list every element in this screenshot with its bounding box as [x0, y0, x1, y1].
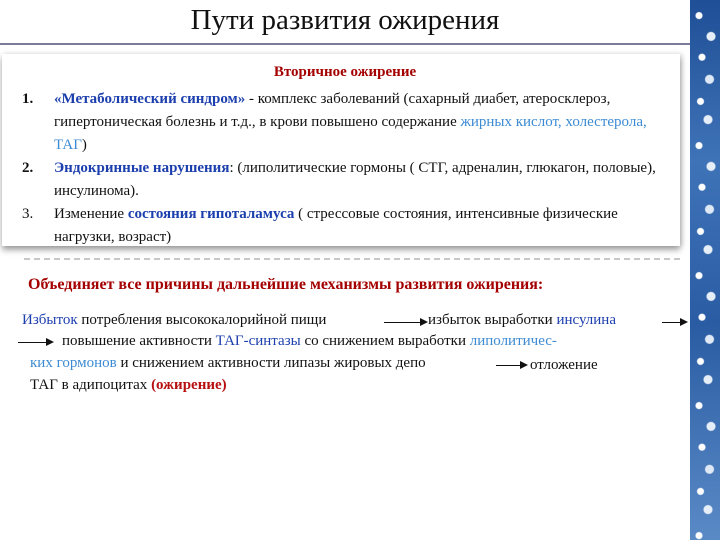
mechanism-line-1a	[22, 310, 326, 330]
hypothalamus-term: состояния гипоталамуса	[127, 206, 295, 222]
mechanism-line-3	[30, 353, 426, 373]
obesity-term: (ожирение)	[151, 377, 227, 393]
item-number: 2.	[22, 160, 34, 176]
mechanism-text: со снижением выработки	[300, 333, 470, 349]
causes-list	[22, 88, 672, 249]
title-divider	[0, 43, 690, 45]
section-divider	[24, 258, 680, 260]
item-text-end: )	[81, 137, 87, 153]
mechanism-text: ТАГ в адипоцитах	[30, 377, 152, 393]
excess-term: Избыток	[22, 312, 78, 328]
item-text: - комплекс заболеваний (сахарный диабет, атеросклероз, гипертоническая болезнь и т.д., в крови повышено содержание	[54, 91, 611, 130]
mechanism-text: потребления высококалорийной пищи	[77, 312, 327, 328]
item-text: : (липолитические гормоны ( СТГ, адреналин, глюкагон, половые), инсулинома).	[54, 160, 656, 199]
hormones-term: ких гормонов	[30, 355, 117, 371]
metabolic-syndrome-term: «Метаболический синдром»	[54, 91, 246, 107]
tag-synthase-term: ТАГ-синтазы	[215, 333, 301, 349]
mechanism-line-2	[62, 331, 557, 351]
blood-components: жирных кислот, холестерола, ТАГ	[54, 114, 647, 153]
list-item	[22, 88, 672, 157]
insulin-term: инсулина	[556, 312, 616, 328]
item-text-start: Изменение	[54, 206, 128, 222]
page-title: Пути развития ожирения	[190, 4, 500, 36]
endocrine-disorders-term: Эндокринные нарушения	[54, 160, 230, 176]
arrow-right-icon	[384, 322, 426, 323]
item-number: 3.	[22, 206, 34, 222]
mechanism-text: и снижением активности липазы жировых депо	[116, 355, 426, 371]
mechanism-text: повышение активности	[62, 333, 216, 349]
item-text: ( стрессовые состояния, интенсивные физические нагрузки, возраст)	[54, 206, 618, 245]
arrow-right-icon	[496, 365, 526, 366]
mechanism-line-1b	[428, 310, 616, 330]
arrow-right-icon	[18, 342, 52, 343]
list-item	[22, 157, 672, 203]
mechanism-heading: Объединяет все причины дальнейшие механизмы развития ожирения:	[28, 276, 544, 293]
secondary-heading: Вторичное ожирение	[273, 64, 417, 80]
mechanism-line-4	[30, 375, 227, 395]
lipolytic-term: липолитичес-	[469, 333, 557, 349]
arrow-right-icon	[662, 322, 686, 323]
list-item	[22, 203, 672, 249]
deposition-text: отложение	[530, 357, 598, 373]
mechanism-text: избыток выработки	[428, 312, 557, 328]
decorative-side-strip	[690, 0, 720, 540]
item-number: 1.	[22, 91, 34, 107]
